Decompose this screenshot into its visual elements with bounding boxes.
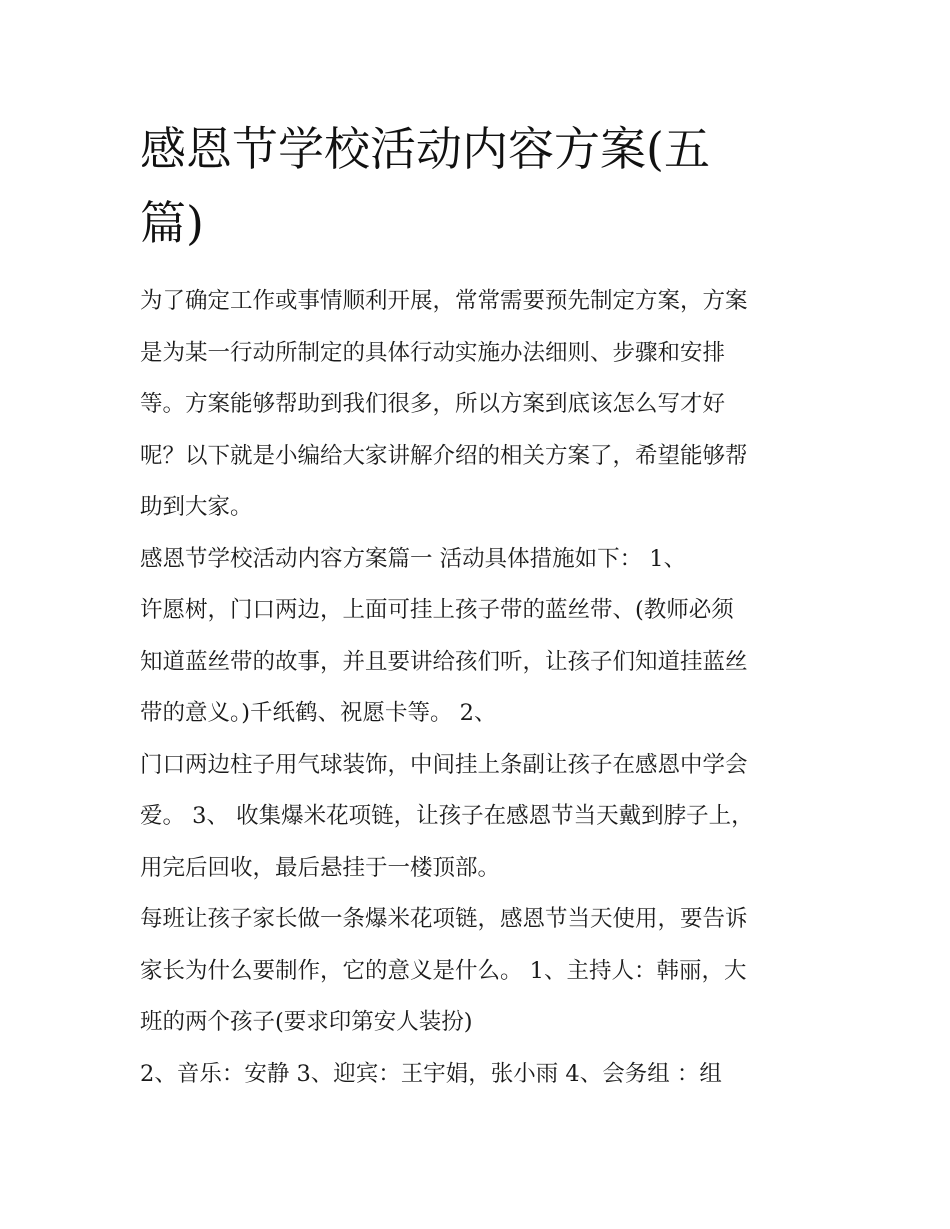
body-line: 为了确定工作或事情顺利开展，常常需要预先制定方案，方案 [140, 288, 748, 314]
title-line: 篇) [140, 196, 204, 250]
document-body [140, 276, 830, 1100]
body-line: 门口两边柱子用气球装饰，中间挂上条副让孩子在感恩中学会 [140, 751, 748, 778]
body-line: 2、音乐：安静 3、迎宾：王宇娟，张小雨 4、会务组 ：组 [140, 1060, 722, 1087]
body-line: 带的意义。)千纸鹤、祝愿卡等。 2、 [140, 700, 497, 726]
body-line: 用完后回收，最后悬挂于一楼顶部。 [140, 854, 501, 881]
body-line: 呢？以下就是小编给大家讲解介绍的相关方案了，希望能够帮 [140, 442, 748, 469]
body-line: 班的两个孩子(要求印第安人装扮) [140, 1009, 473, 1035]
body-line: 家长为什么要制作，它的意义是什么。 1、主持人：韩丽，大 [140, 957, 747, 984]
body-line: 爱。 3、 收集爆米花项链，让孩子在感恩节当天戴到脖子上， [140, 803, 754, 829]
body-line: 等。方案能够帮助到我们很多，所以方案到底该怎么写才好 [140, 391, 726, 417]
document-title [140, 112, 830, 260]
body-line: 知道蓝丝带的故事，并且要讲给孩们听，让孩子们知道挂蓝丝 [140, 648, 748, 675]
title-line: 感恩节学校活动内容方案(五 [140, 122, 710, 176]
body-line: 助到大家。 [140, 494, 253, 520]
body-line: 每班让孩子家长做一条爆米花项链，感恩节当天使用，要告诉 [140, 906, 748, 932]
body-line: 是为某一行动所制定的具体行动实施办法细则、步骤和安排 [140, 339, 726, 366]
body-line: 感恩节学校活动内容方案篇一 活动具体措施如下： 1、 [140, 545, 687, 572]
body-line: 许愿树，门口两边，上面可挂上孩子带的蓝丝带、(教师必须 [140, 597, 734, 623]
